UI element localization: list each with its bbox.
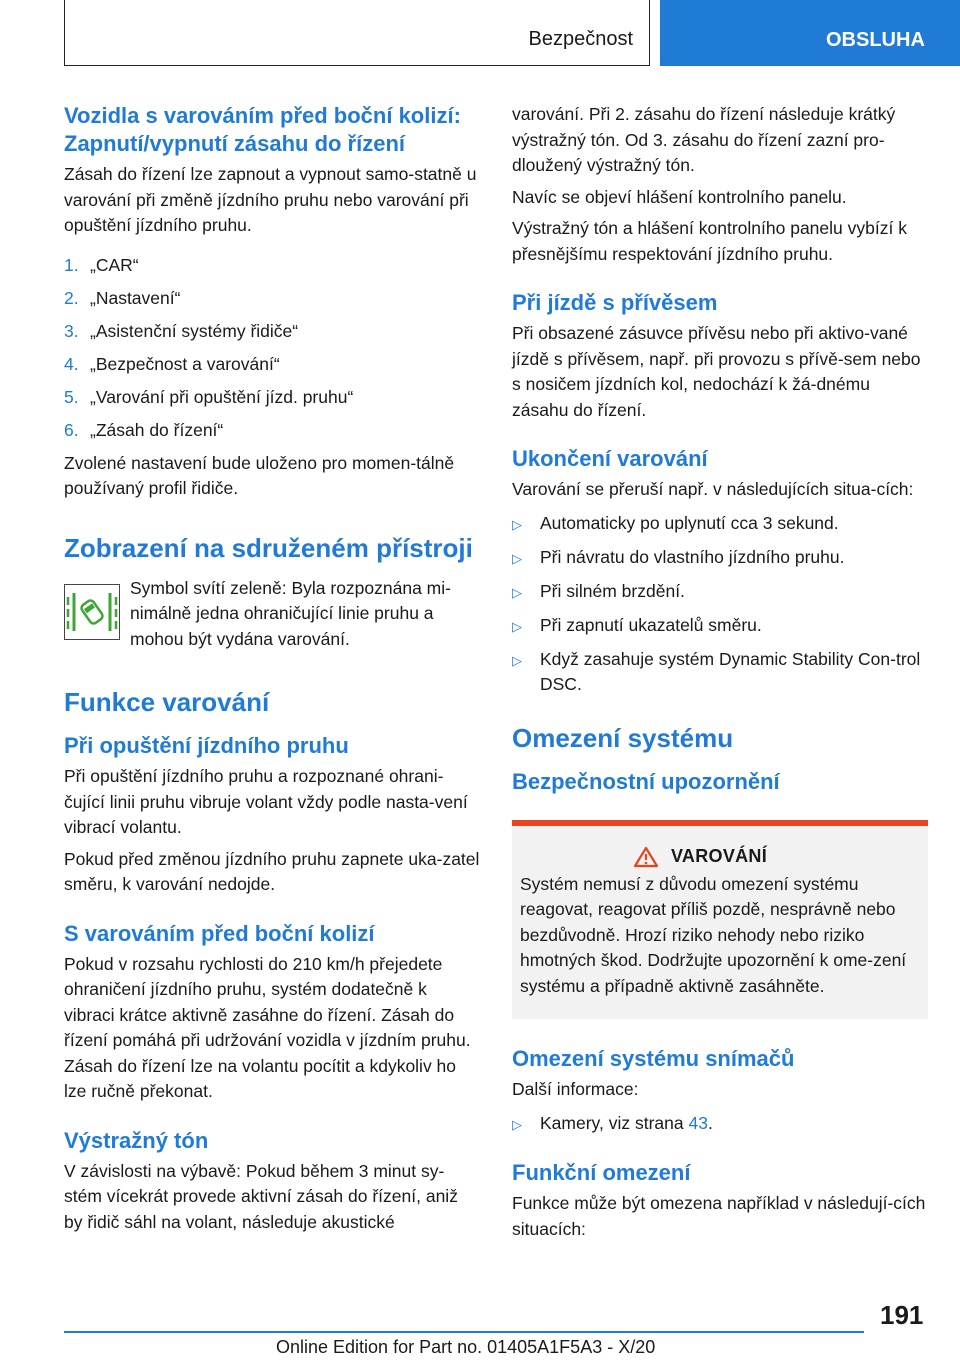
- lane-departure-icon: [64, 584, 120, 640]
- list-item: ▷ Při silném brzdění.: [512, 579, 928, 606]
- para-saved: Zvolené nastavení bude uloženo pro momen-tálně používaný profil řidiče.: [64, 452, 455, 498]
- list-item: 3. „Asistenční systémy řidiče“: [64, 320, 299, 341]
- heading-function: Funkce varování: [64, 687, 270, 717]
- footer-edition: Online Edition for Part no. 01405A1F5A3 - X/20: [276, 1337, 656, 1357]
- para-end-warning: Varování se přeruší např. v následujících situa-cích:: [512, 479, 914, 499]
- para-warning-tone: V závislosti na výbavě: Pokud během 3 minut sy-stém vícekrát provede aktivní zásah do řízení, aniž by řidič sáhl na volant, následuje akustické: [64, 1160, 458, 1232]
- warning-title: VAROVÁNÍ: [670, 846, 768, 866]
- list-item: ▷ Automaticky po uplynutí cca 3 sekund.: [512, 511, 928, 538]
- list-item: ▷ Při zapnutí ukazatelů směru.: [512, 613, 928, 640]
- para-side-collision: Pokud v rozsahu rychlosti do 210 km/h přejedete ohraničení jízdního pruhu, systém dodatečně k vibraci krátce aktivně zasáhne do řízení. Zásah do řízení pomáhá při udržování vozidla v jízdním pruhu. Zásah do řízení lze na volantu pocítit a kdykoliv ho lze ručně překonat.: [64, 953, 471, 1101]
- heading-func-limits: Funkční omezení: [512, 1160, 691, 1185]
- para-more-info: Další informace:: [512, 1079, 639, 1099]
- heading-limits: Omezení systému: [512, 722, 734, 753]
- triangle-right-icon: ▷: [512, 618, 522, 634]
- para-leave-2: Pokud před změnou jízdního pruhu zapnete uka-zatel směru, k varování nedojde.: [64, 848, 480, 894]
- symbol-row: [64, 576, 480, 653]
- warning-header: [520, 846, 920, 868]
- heading-warning-tone: Výstražný tón: [64, 1127, 209, 1153]
- triangle-right-icon: ▷: [512, 652, 522, 668]
- warning-text: Systém nemusí z důvodu omezení systému reagovat, reagovat příliš pozdě, nesprávně nebo bezdůvodně. Hrozí riziko nehody nebo riziko hmotných škod. Dodržujte upozornění k ome-zení systému a případně aktivně zasáhněte.: [520, 873, 907, 996]
- end-warning-list: [512, 511, 928, 698]
- para-prompt: Výstražný tón a hlášení kontrolního panelu vybízí k přesnějšímu respektování jízdního pruhu.: [512, 218, 907, 264]
- para-func-limits: Funkce může být omezena například v následují-cích situacích:: [512, 1193, 926, 1239]
- header-section-title: Bezpečnost: [528, 28, 633, 50]
- triangle-right-icon: ▷: [512, 516, 522, 532]
- list-item: 6. „Zásah do řízení“: [64, 419, 224, 440]
- para-tone-cont: varování. Při 2. zásahu do řízení následuje krátký výstražný tón. Od 3. zásahu do řízení zazní pro-dloužený výstražný tón.: [512, 104, 896, 175]
- list-item: ▷ Kamery, viz strana 43.: [512, 1111, 928, 1138]
- heading-cluster: Zobrazení na sdruženém přístroji: [64, 532, 473, 563]
- para-notice: Navíc se objeví hlášení kontrolního panelu.: [512, 186, 847, 207]
- symbol-description: [130, 576, 480, 653]
- list-item: 1. „CAR“: [64, 254, 139, 275]
- para-lka-toggle: Zásah do řízení lze zapnout a vypnout samo-statně u varování při změně jízdního pruhu nebo varování při opuštění jízdního pruhu.: [64, 164, 477, 235]
- list-item: ▷ Při návratu do vlastního jízdního pruhu.: [512, 545, 928, 572]
- steps-list: [64, 253, 480, 444]
- warning-triangle-icon: [633, 846, 659, 868]
- triangle-right-icon: ▷: [512, 584, 522, 600]
- page-header: [0, 0, 960, 66]
- header-tab-label: OBSLUHA: [826, 28, 925, 51]
- list-item: 4. „Bezpečnost a varování“: [64, 353, 280, 374]
- heading-trailer: Při jízdě s přívěsem: [512, 290, 718, 315]
- para-symbol: Symbol svítí zeleně: Byla rozpoznána mi-nimálně jedna ohraničující linie pruhu a mohou být vydána varování.: [130, 577, 451, 649]
- sensor-list: [512, 1111, 928, 1138]
- footer-divider: [64, 1331, 864, 1333]
- para-leave-1: Při opuštění jízdního pruhu a rozpoznané ohrani-čující linii pruhu vibruje volant vždy podle nasta-vení vibrací volantu.: [64, 766, 468, 837]
- page-link-43[interactable]: 43: [688, 1112, 708, 1133]
- list-item: ▷ Když zasahuje systém Dynamic Stability Con-trol DSC.: [512, 647, 928, 698]
- heading-sensor-limits: Omezení systému snímačů: [512, 1046, 795, 1071]
- right-column: [512, 102, 928, 1248]
- heading-side-collision: S varováním před boční kolizí: [64, 920, 375, 946]
- header-section-box: [64, 0, 650, 66]
- heading-lka-toggle: Vozidla s varováním před boční kolizí: Zapnutí/vypnutí zásahu do řízení: [64, 103, 461, 156]
- page-number: 191: [880, 1300, 924, 1330]
- warning-box: [512, 820, 928, 1020]
- triangle-right-icon: ▷: [512, 1116, 522, 1132]
- left-column: [64, 102, 480, 1241]
- heading-safety: Bezpečnostní upozornění: [512, 768, 780, 794]
- heading-end-warning: Ukončení varování: [512, 446, 708, 471]
- header-tab-obsluha[interactable]: [660, 0, 960, 66]
- heading-leave-lane: Při opuštění jízdního pruhu: [64, 733, 349, 758]
- triangle-right-icon: ▷: [512, 550, 522, 566]
- list-item: 2. „Nastavení“: [64, 287, 181, 308]
- list-item: 5. „Varování při opuštění jízd. pruhu“: [64, 386, 354, 407]
- para-trailer: Při obsazené zásuvce přívěsu nebo při aktivo-vané jízdě s přívěsem, např. při provozu s přívě-sem nebo s nosičem jízdních kol, nedochází k žá-dnému zásahu do řízení.: [512, 323, 921, 420]
